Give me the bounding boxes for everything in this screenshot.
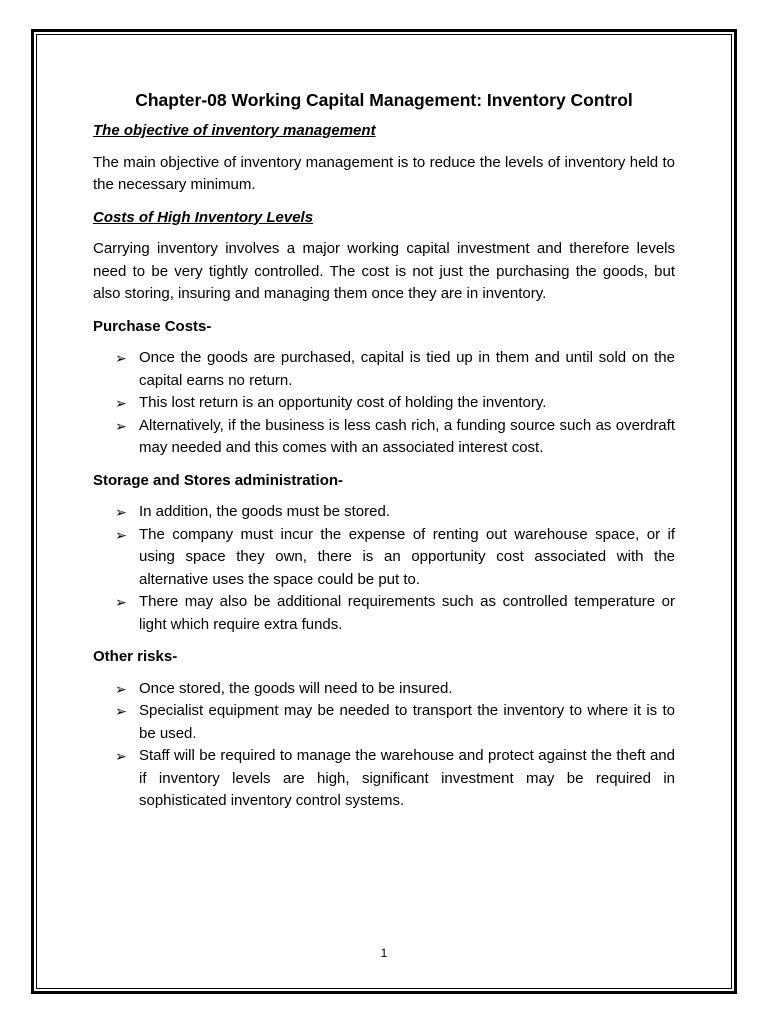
purchase-costs-list: [93, 347, 675, 460]
arrow-bullet-icon: ➢: [115, 703, 127, 719]
arrow-bullet-icon: ➢: [115, 350, 127, 366]
document-body: [93, 88, 675, 823]
other-risks-heading: Other risks-: [93, 648, 178, 665]
page-title: Chapter-08 Working Capital Management: Inventory Control: [135, 90, 633, 110]
list-item: ➢ In addition, the goods must be stored.: [139, 501, 675, 524]
objective-paragraph: The main objective of inventory management is to reduce the levels of inventory held to the necessary minimum.: [93, 153, 675, 193]
list-item: ➢ There may also be additional requirements such as controlled temperature or light which require extra funds.: [115, 593, 675, 633]
arrow-bullet-icon: ➢: [115, 526, 127, 543]
list-item: ➢ Specialist equipment may be needed to transport the inventory to where it is to be used.: [115, 702, 675, 742]
arrow-bullet-icon: ➢: [115, 395, 127, 411]
other-risks-list: [93, 678, 675, 813]
storage-list: [93, 501, 675, 636]
page-number: 1: [380, 946, 388, 960]
list-item: ➢ Alternatively, if the business is less cash rich, a funding source such as overdraft may needed and this comes with an associated interest cost.: [115, 416, 675, 456]
list-item: ➢ Once the goods are purchased, capital is tied up in them and until sold on the capital earns no return.: [115, 349, 675, 389]
storage-heading: Storage and Stores administration-: [93, 471, 344, 489]
costs-heading: Costs of High Inventory Levels: [93, 208, 314, 226]
arrow-bullet-icon: ➢: [115, 594, 127, 610]
list-item: ➢ This lost return is an opportunity cost of holding the inventory.: [139, 392, 675, 415]
arrow-bullet-icon: ➢: [115, 680, 127, 697]
list-item: ➢ The company must incur the expense of renting out warehouse space, or if using space they own, there is an opportunity cost associated with the alternative uses the space could be put to.: [115, 525, 675, 588]
list-item: ➢ Once stored, the goods will need to be insured.: [139, 678, 675, 701]
arrow-bullet-icon: ➢: [115, 504, 127, 520]
objective-heading: The objective of inventory management: [93, 122, 376, 139]
list-item: ➢ Staff will be required to manage the warehouse and protect against the theft and if inventory levels are high, significant investment may be required in sophisticated inventory control systems.: [115, 747, 675, 809]
arrow-bullet-icon: ➢: [115, 417, 127, 434]
purchase-costs-heading: Purchase Costs-: [93, 317, 212, 335]
arrow-bullet-icon: ➢: [115, 748, 127, 764]
costs-paragraph: Carrying inventory involves a major working capital investment and therefore levels need to be very tightly controlled. The cost is not just the purchasing the goods, but also storing, insuring and managing them once they are in inventory.: [93, 240, 675, 302]
